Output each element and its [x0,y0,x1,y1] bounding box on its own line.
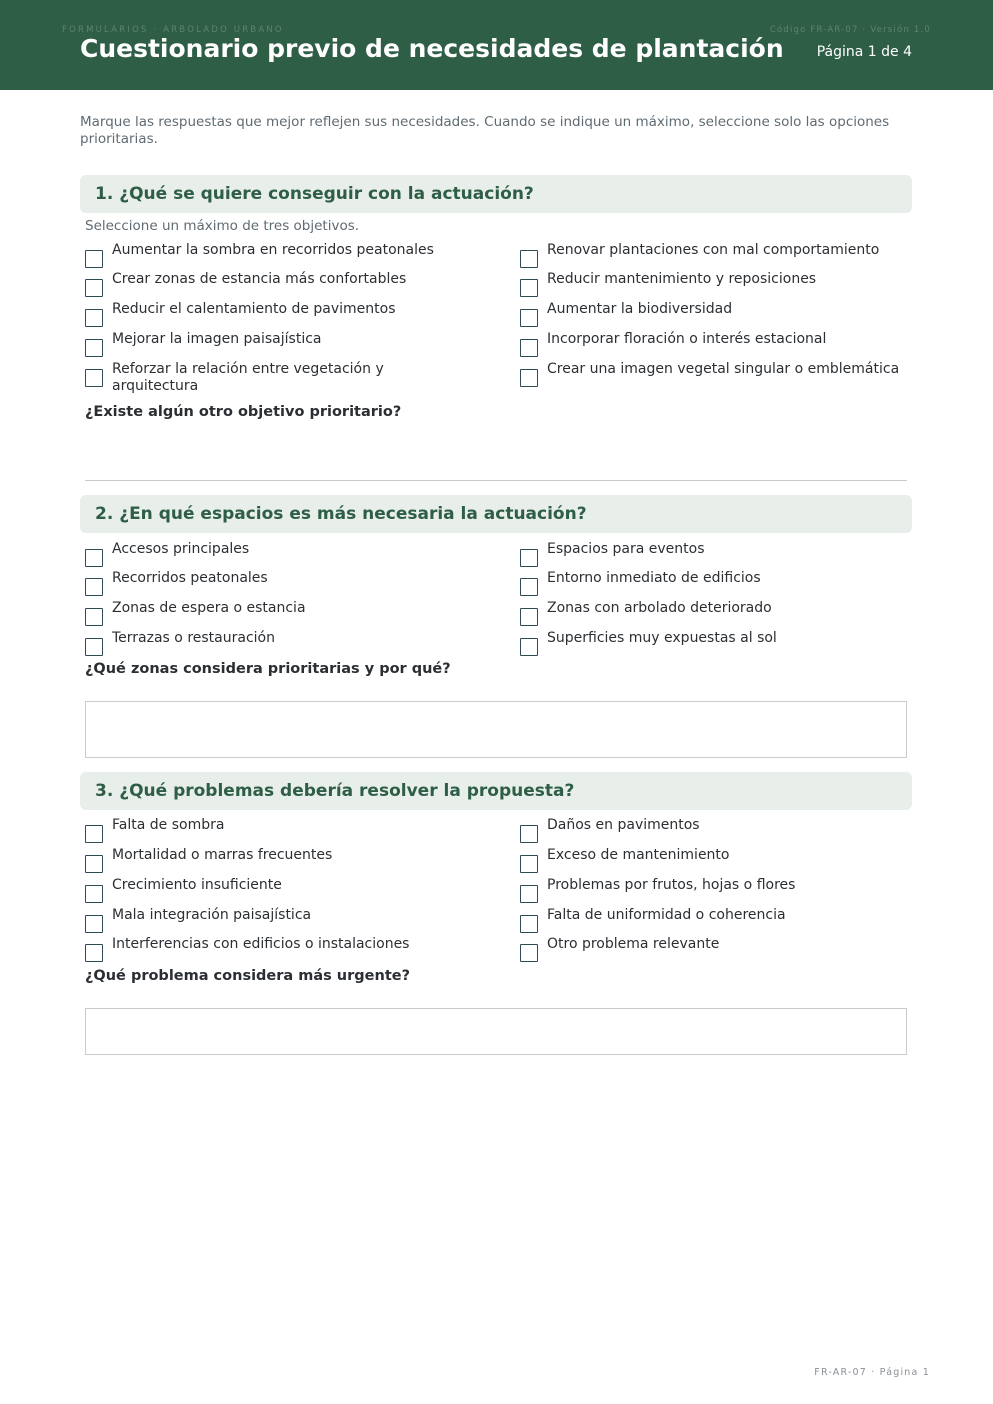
checkbox[interactable] [85,855,103,873]
page-number: Página 1 de 4 [816,44,912,60]
option-checkbox[interactable] [85,541,465,567]
option-label: Reforzar la relación entre vegetación y arquitectura [112,361,384,394]
checkbox[interactable] [520,944,538,962]
checkbox[interactable] [85,638,103,656]
section-1-hint: Seleccione un máximo de tres objetivos. [85,218,360,234]
option-checkbox[interactable] [85,907,465,933]
form-code: Código FR-AR-07 · Versión 1.0 [769,25,931,35]
section-1-title: 1. ¿Qué se quiere conseguir con la actuación? [95,184,534,204]
section-1-header [80,175,912,213]
option-checkbox[interactable] [520,541,920,567]
option-checkbox[interactable] [520,630,920,656]
checkbox[interactable] [85,369,103,387]
option-label: Zonas con arbolado deteriorado [547,600,772,616]
option-label: Interferencias con edificios o instalaciones [112,936,410,952]
section-1-question: ¿Existe algún otro objetivo prioritario? [85,404,402,420]
option-label: Otro problema relevante [547,936,720,952]
urgent-problem-textarea[interactable] [85,1008,907,1055]
option-label: Crear una imagen vegetal singular o emblemática [547,361,900,377]
checkbox[interactable] [85,608,103,626]
checkbox[interactable] [85,250,103,268]
checkbox[interactable] [85,578,103,596]
checkbox[interactable] [85,549,103,567]
checkbox[interactable] [85,915,103,933]
option-checkbox[interactable] [85,331,465,357]
option-checkbox[interactable] [85,301,465,327]
checkbox[interactable] [520,825,538,843]
section-3-header [80,772,912,810]
checkbox[interactable] [85,825,103,843]
option-checkbox[interactable] [85,600,465,626]
option-checkbox[interactable] [520,817,920,843]
option-label: Reducir mantenimiento y reposiciones [547,271,817,287]
option-label: Entorno inmediato de edificios [547,570,761,586]
option-checkbox[interactable] [520,331,920,357]
checkbox[interactable] [520,549,538,567]
option-label: Falta de sombra [112,817,225,833]
option-label: Daños en pavimentos [547,817,700,833]
option-label: Falta de uniformidad o coherencia [547,907,786,923]
option-checkbox[interactable] [520,847,920,873]
priority-zones-textarea[interactable] [85,701,907,758]
option-label: Terrazas o restauración [112,630,275,646]
option-label: Crecimiento insuficiente [112,877,282,893]
other-objective-answer-line[interactable] [85,480,907,481]
checkbox[interactable] [520,578,538,596]
option-checkbox[interactable] [520,877,920,903]
page-title: Cuestionario previo de necesidades de plantación [80,34,784,63]
option-checkbox[interactable] [85,847,465,873]
option-label: Aumentar la biodiversidad [547,301,733,317]
option-label: Zonas de espera o estancia [112,600,306,616]
option-label: Espacios para eventos [547,541,705,557]
checkbox[interactable] [520,608,538,626]
option-checkbox[interactable] [85,936,465,962]
checkbox[interactable] [85,309,103,327]
option-label: Aumentar la sombra en recorridos peatonales [112,242,434,258]
option-checkbox[interactable] [520,301,920,327]
section-2-title: 2. ¿En qué espacios es más necesaria la actuación? [95,504,587,524]
option-label: Mortalidad o marras frecuentes [112,847,333,863]
section-3-question: ¿Qué problema considera más urgente? [85,968,410,984]
checkbox[interactable] [520,885,538,903]
option-label: Exceso de mantenimiento [547,847,730,863]
checkbox[interactable] [520,279,538,297]
section-3-title: 3. ¿Qué problemas debería resolver la propuesta? [95,781,575,801]
checkbox[interactable] [520,915,538,933]
page-header [0,0,993,90]
option-checkbox[interactable] [520,361,930,387]
option-label: Mejorar la imagen paisajística [112,331,322,347]
option-checkbox[interactable] [520,570,920,596]
option-checkbox[interactable] [520,600,920,626]
option-checkbox[interactable] [85,630,465,656]
checkbox[interactable] [520,250,538,268]
instructions-text: Marque las respuestas que mejor reflejen sus necesidades. Cuando se indique un máximo, seleccione solo las opciones prioritarias. [80,114,890,147]
checkbox[interactable] [85,944,103,962]
option-label: Recorridos peatonales [112,570,268,586]
option-checkbox[interactable] [85,242,465,268]
option-label: Renovar plantaciones con mal comportamiento [547,242,880,258]
option-checkbox[interactable] [85,271,465,297]
option-label: Superficies muy expuestas al sol [547,630,777,646]
checkbox[interactable] [520,855,538,873]
option-label: Incorporar floración o interés estacional [547,331,827,347]
checkbox[interactable] [85,279,103,297]
option-checkbox[interactable] [85,570,465,596]
form-category: FORMULARIOS · ARBOLADO URBANO [62,25,284,35]
option-label: Problemas por frutos, hojas o flores [547,877,796,893]
option-label: Accesos principales [112,541,250,557]
option-label: Crear zonas de estancia más confortables [112,271,407,287]
option-checkbox[interactable] [520,242,920,268]
section-2-header [80,495,912,533]
option-checkbox[interactable] [85,817,465,843]
checkbox[interactable] [520,309,538,327]
option-checkbox[interactable] [520,907,920,933]
option-checkbox[interactable] [520,271,920,297]
option-checkbox[interactable] [85,361,465,395]
checkbox[interactable] [520,369,538,387]
option-label: Mala integración paisajística [112,907,312,923]
option-checkbox[interactable] [520,936,920,962]
checkbox[interactable] [85,339,103,357]
option-checkbox[interactable] [85,877,465,903]
page-footer: FR-AR-07 · Página 1 [814,1367,930,1378]
checkbox[interactable] [520,638,538,656]
checkbox[interactable] [85,885,103,903]
option-label: Reducir el calentamiento de pavimentos [112,301,396,317]
checkbox[interactable] [520,339,538,357]
section-2-question: ¿Qué zonas considera prioritarias y por qué? [85,661,451,677]
